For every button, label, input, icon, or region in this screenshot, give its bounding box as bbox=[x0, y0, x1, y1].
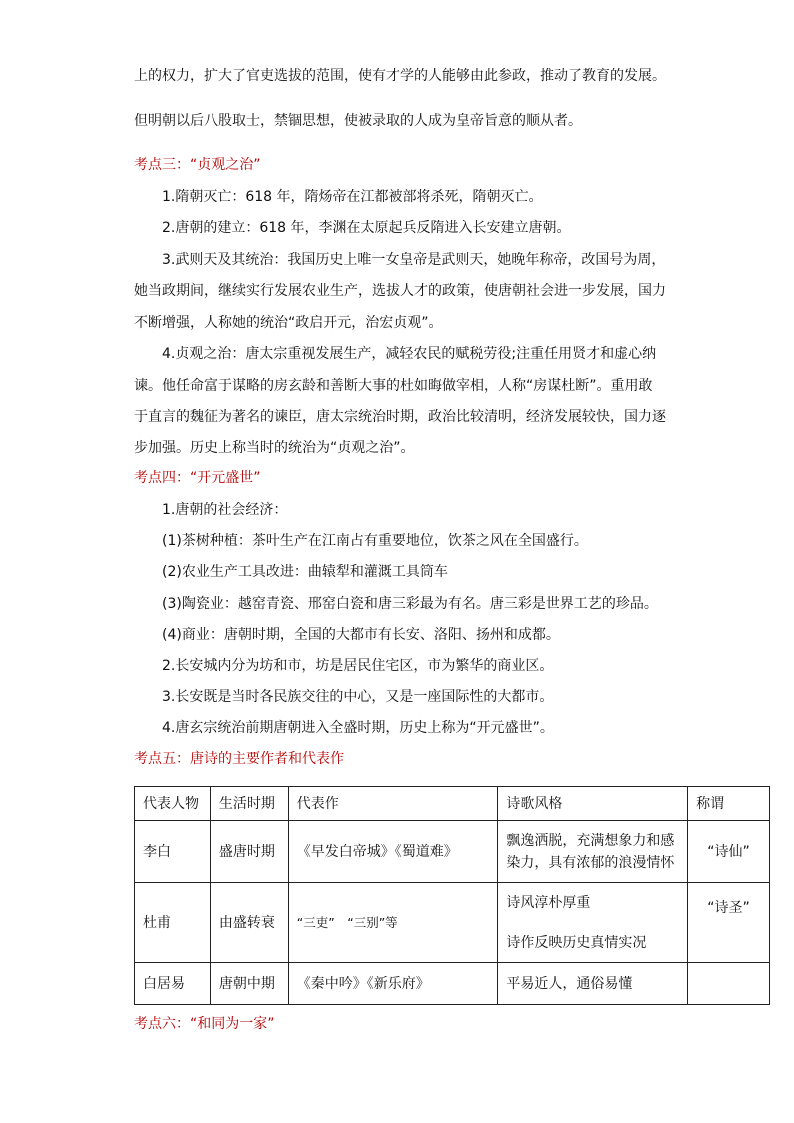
poet-style-line: 染力，具有浓郁的浪漫情怀 bbox=[506, 854, 675, 871]
table-row bbox=[135, 963, 770, 1005]
poets-table bbox=[134, 786, 770, 1005]
table-header-cell: 代表作 bbox=[288, 787, 498, 821]
list-item: (2)农业生产工具改进：曲辕犁和灌溉工具筒车 bbox=[162, 564, 448, 580]
section-heading-4: 考点四：“开元盛世” bbox=[134, 470, 261, 486]
list-item: 3.长安既是当时各民族交往的中心，又是一座国际性的大都市。 bbox=[162, 689, 554, 705]
list-item: (1)茶树种植：茶叶生产在江南占有重要地位，饮茶之风在全国盛行。 bbox=[162, 533, 588, 549]
poet-title: “诗圣” bbox=[688, 883, 770, 963]
poet-name: 白居易 bbox=[135, 963, 211, 1005]
list-item: 不断增强，人称她的统治“政启开元，治宏贞观”。 bbox=[134, 315, 443, 331]
poet-works: 《早发白帝城》《蜀道难》 bbox=[288, 821, 498, 883]
poet-title: “诗仙” bbox=[688, 821, 770, 883]
list-item: 步加强。历史上称当时的统治为“贞观之治”。 bbox=[134, 440, 415, 456]
table-header-cell: 代表人物 bbox=[135, 787, 211, 821]
list-item: 谏。他任命富于谋略的房玄龄和善断大事的杜如晦做宰相，人称“房谋杜断”。重用敢 bbox=[134, 378, 653, 394]
table-header-cell: 称谓 bbox=[688, 787, 770, 821]
list-item: 4.贞观之治：唐太宗重视发展生产，减轻农民的赋税劳役;注重任用贤才和虚心纳 bbox=[162, 346, 657, 362]
section-heading-3: 考点三：“贞观之治” bbox=[134, 157, 261, 173]
section-heading-5: 考点五：唐诗的主要作者和代表作 bbox=[134, 751, 344, 767]
poet-name: 李白 bbox=[135, 821, 211, 883]
poet-period: 唐朝中期 bbox=[210, 963, 288, 1005]
poet-style-line: 诗作反映历史真情实况 bbox=[506, 934, 647, 951]
table-header-cell: 诗歌风格 bbox=[498, 787, 688, 821]
poet-title bbox=[688, 963, 770, 1005]
paragraph-line: 上的权力，扩大了官吏选拔的范围，使有才学的人能够由此参政，推动了教育的发展。 bbox=[134, 68, 666, 84]
list-item: 2.长安城内分为坊和市，坊是居民住宅区，市为繁华的商业区。 bbox=[162, 658, 554, 674]
poet-period: 由盛转衰 bbox=[210, 883, 288, 963]
poet-style-line: 飘逸洒脱，充满想象力和感 bbox=[506, 832, 675, 849]
table-row bbox=[135, 821, 770, 883]
list-item: 2.唐朝的建立：618 年，李渊在太原起兵反隋进入长安建立唐朝。 bbox=[162, 220, 571, 236]
poet-style-line: 诗风淳朴厚重 bbox=[506, 894, 591, 911]
list-item: (4)商业：唐朝时期，全国的大都市有长安、洛阳、扬州和成都。 bbox=[162, 627, 560, 643]
poet-works: “三吏” “三别”等 bbox=[288, 883, 498, 963]
list-item: 于直言的魏征为著名的谏臣，唐太宗统治时期，政治比较清明，经济发展较快，国力逐 bbox=[134, 409, 666, 425]
poet-style bbox=[498, 883, 688, 963]
list-item: (3)陶瓷业：越窑青瓷、邢窑白瓷和唐三彩最为有名。唐三彩是世界工艺的珍品。 bbox=[162, 596, 658, 612]
poet-style bbox=[498, 821, 688, 883]
table-row bbox=[135, 883, 770, 963]
poet-period: 盛唐时期 bbox=[210, 821, 288, 883]
list-item: 4.唐玄宗统治前期唐朝进入全盛时期，历史上称为“开元盛世”。 bbox=[162, 720, 554, 736]
table-header-cell: 生活时期 bbox=[210, 787, 288, 821]
list-item: 她当政期间，继续实行发展农业生产，选拔人才的政策，使唐朝社会进一步发展，国力 bbox=[134, 283, 666, 299]
poet-name: 杜甫 bbox=[135, 883, 211, 963]
poet-works: 《秦中吟》《新乐府》 bbox=[288, 963, 498, 1005]
poet-style: 平易近人，通俗易懂 bbox=[498, 963, 688, 1005]
section-heading-6: 考点六：“和同为一家” bbox=[134, 1016, 275, 1032]
paragraph-line: 但明朝以后八股取士，禁锢思想，使被录取的人成为皇帝旨意的顺从者。 bbox=[134, 113, 582, 129]
list-item: 3.武则天及其统治：我国历史上唯一女皇帝是武则天，她晚年称帝，改国号为周， bbox=[162, 252, 666, 268]
list-item: 1.唐朝的社会经济： bbox=[162, 502, 288, 518]
table-header-row bbox=[135, 787, 770, 821]
list-item: 1.隋朝灭亡：618 年，隋炀帝在江都被部将杀死，隋朝灭亡。 bbox=[162, 189, 543, 205]
